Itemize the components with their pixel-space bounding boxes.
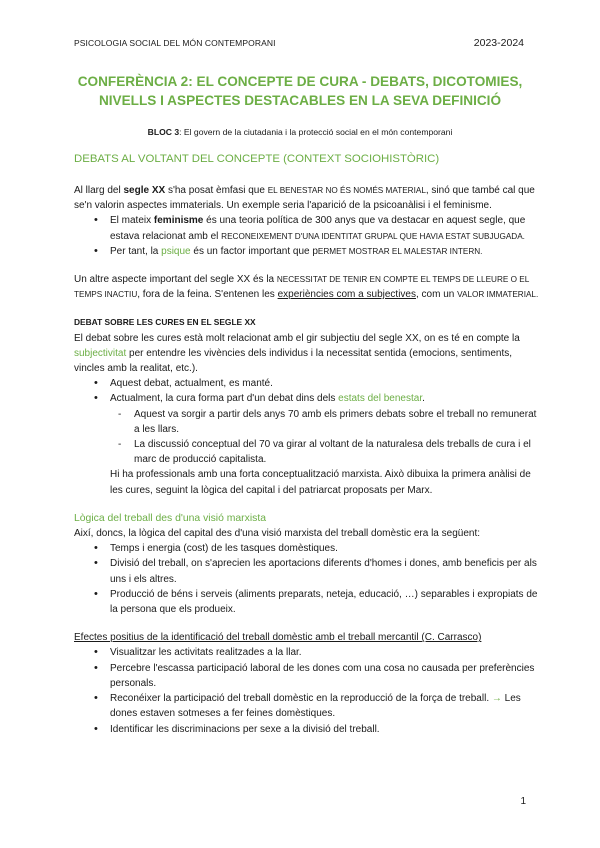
list-item: [74, 244, 544, 259]
bullet-list-feminism: [74, 213, 544, 259]
list-item: • Visualitzar les activitats realitzades a la llar.: [74, 645, 544, 660]
paragraph-debate: [74, 331, 544, 377]
text: , com un: [415, 289, 458, 301]
list-item: • Identificar les discriminacions per sexe a la divisió del treball.: [74, 722, 544, 737]
text-smallcaps: EL BENESTAR NO ÉS NOMÉS MATERIAL: [267, 186, 426, 195]
list-item: [74, 691, 544, 721]
spacer: [74, 302, 544, 315]
paragraph-marxist-note: Hi ha professionals amb una forta conceptualització marxista. Això dibuixa la primera anàlisi de les cures, seguint la lògica del capital i del patriarcat proposats per Marx.: [110, 469, 531, 496]
effects-heading: Efectes positius de la identificació del treball domèstic amb el treball mercantil (C. Carrasco): [74, 632, 482, 644]
text: per entendre les vivències dels individus i la necessitat sentida (emocions, sentiments, vincles amb la realitat, etc.).: [74, 347, 513, 375]
text: .: [422, 393, 425, 405]
bullet-list-effects: [74, 645, 544, 736]
text: Reconéixer la participació del treball domèstic en la reproducció de la força de treball.: [110, 693, 490, 705]
bloc-text: : El govern de la ciutadania i la protecció social en el món contemporani: [179, 127, 453, 137]
text: Al llarg del: [74, 185, 124, 196]
text: Un altre aspecte important del segle XX és la: [74, 274, 277, 286]
text: Actualment, la cura forma part d'un debat dins dels: [110, 393, 339, 405]
title-line-1: CONFERÈNCIA 2: EL CONCEPTE DE CURA - DEBATS, DICOTOMIES,: [77, 74, 523, 89]
text-smallcaps: RECONEIXEMENT D'UNA IDENTITAT GRUPAL QUE HAVIA ESTAT SUBJUGADA.: [221, 231, 525, 241]
paragraph-leisure: [74, 272, 544, 302]
arrow-icon: →: [489, 693, 505, 705]
text: El debat sobre les cures està molt relacionat amb el gir subjectiu del segle XX, on es té en compte la: [74, 332, 520, 344]
debate-heading: DEBAT SOBRE LES CURES EN EL SEGLE XX: [74, 317, 256, 328]
list-item: - Aquest va sorgir a partir dels anys 70 amb els primers debats sobre el treball no remunerat a les llars.: [74, 407, 544, 437]
list-item: [74, 391, 544, 406]
text-smallcaps: NECESSITAT DE TENIR EN COMPTE EL TEMPS DE LLEURE O EL TEMPS INACTIU: [74, 275, 529, 300]
page-number: 1: [520, 796, 526, 807]
text-bold: feminisme: [153, 215, 204, 227]
marxist-heading: Lògica del treball des d'una visió marxista: [74, 512, 267, 524]
document-body: [74, 183, 544, 737]
text: és una teoria política de 300 anys que va destacar en aquest segle, que estava relacionat amb el: [110, 215, 526, 242]
text: Per tant, la: [110, 245, 162, 257]
text: s'ha posat èmfasi que: [165, 185, 268, 196]
list-item: [74, 213, 544, 243]
spacer: [74, 498, 544, 511]
text-highlight: subjectivitat: [74, 347, 127, 359]
list-item: • Divisió del treball, on s'aprecien les aportacions diferents d'homes i dones, amb beneficis per als uns i els altres.: [74, 556, 544, 586]
text: El mateix: [110, 215, 154, 227]
text: , fora de la feina. S'entenen les: [137, 289, 278, 301]
paragraph-marxist-intro: Així, doncs, la lògica del capital des d'una visió marxista del treball domèstic era la següent:: [74, 528, 481, 540]
text-underlined: experiències com a subjectives: [277, 289, 416, 301]
dash-list: [74, 407, 544, 468]
header-course: PSICOLOGIA SOCIAL DEL MÓN CONTEMPORANI: [74, 38, 276, 48]
text: , sinó que també cal que se'n valorin aspectes immaterials. Un exemple seria l'aparició de la psicoanàlisi i el feminisme.: [74, 185, 535, 212]
page-title: [60, 72, 540, 110]
text-highlight: estats del benestar: [338, 393, 423, 405]
bullet-list-debate: [74, 376, 544, 406]
list-item: • Temps i energia (cost) de les tasques domèstiques.: [74, 541, 544, 556]
bullet-list-marxist: [74, 541, 544, 617]
header-year: 2023-2024: [473, 37, 524, 49]
bloc-subtitle: [60, 127, 540, 137]
section-title: DEBATS AL VOLTANT DEL CONCEPTE (CONTEXT SOCIOHISTÒRIC): [74, 153, 440, 165]
bloc-label: BLOC 3: [147, 127, 180, 137]
spacer: [74, 617, 544, 630]
list-item: • Percebre l'escassa participació laboral de les dones com una cosa no causada per preferències personals.: [74, 661, 544, 691]
text-smallcaps: ERMET MOSTRAR EL MALESTAR INTERN.: [317, 246, 483, 256]
text-bold: segle XX: [123, 185, 166, 196]
text: Les dones estaven sotmeses a fer feines domèstiques.: [110, 693, 521, 720]
title-line-2: NIVELLS I ASPECTES DESTACABLES EN LA SEVA DEFINICIÓ: [98, 93, 502, 108]
list-item: • Producció de béns i serveis (aliments preparats, neteja, educació, …) separables i expropiats de la persona que els produeix.: [74, 587, 544, 617]
text-smallcaps: VALOR IMMATERIAL.: [457, 290, 539, 300]
text: és un factor important que p: [190, 245, 318, 257]
list-item: - La discussió conceptual del 70 va girar al voltant de la naturalesa dels treballs de cura i el marc de producció capitalista.: [74, 437, 544, 467]
text-highlight: psique: [161, 245, 191, 257]
paragraph-intro: [74, 183, 544, 213]
list-item: • Aquest debat, actualment, es manté.: [74, 376, 544, 391]
spacer: [74, 259, 544, 272]
